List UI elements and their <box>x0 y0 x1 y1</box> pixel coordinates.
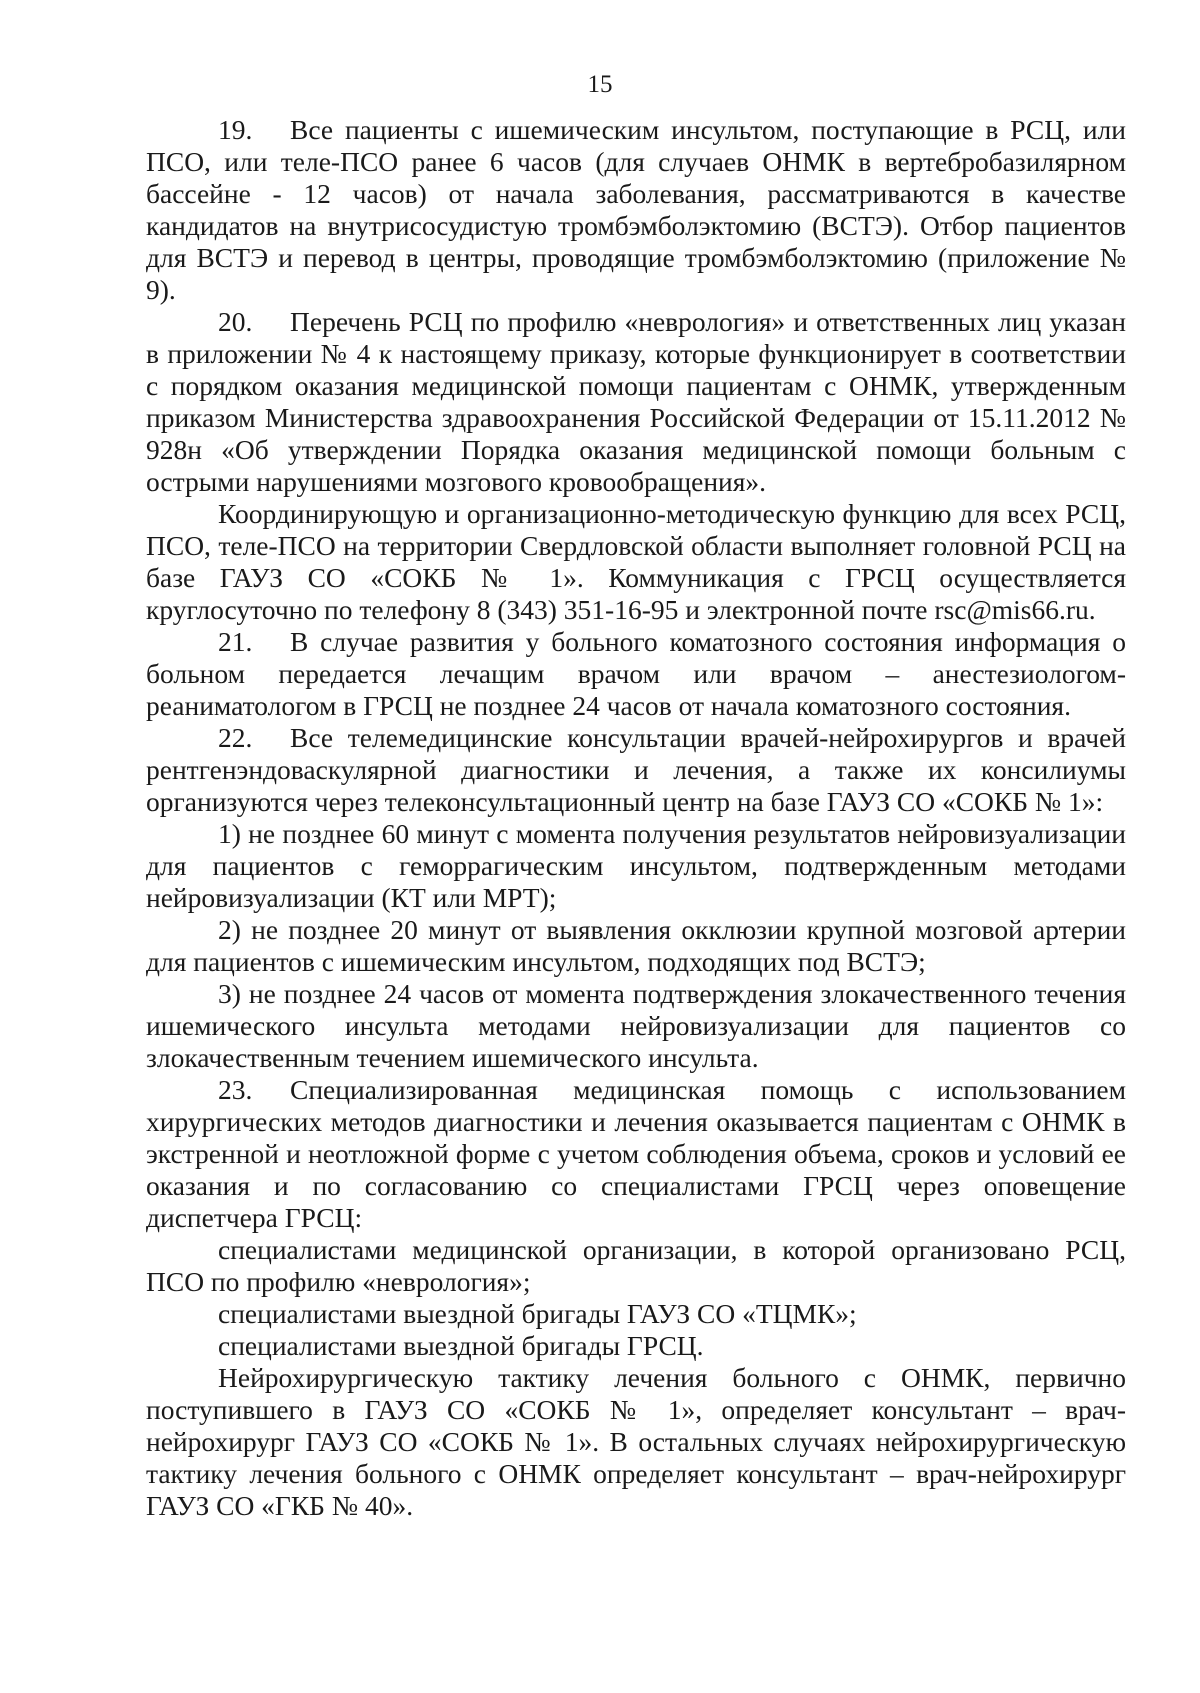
paragraph-text: 3) не позднее 24 часов от момента подтверждения злокачественного течения ишемического инсульта методами нейровизуализации для пациентов со злокачественным течением ишемического инсульта. <box>146 978 1126 1073</box>
paragraph-text: Все пациенты с ишемическим инсультом, поступающие в РСЦ, или ПСО, или теле-ПСО ранее 6 часов (для случаев ОНМК в вертебробазилярном бассейне - 12 часов) от начала заболевания, рассматриваются в качестве кандидатов на внутрисосудистую тромбэмболэктомию (ВСТЭ). Отбор пациентов для ВСТЭ и перевод в центры, проводящие тромбэмболэктомию (приложение № 9). <box>146 114 1126 305</box>
paragraph-text: Координирующую и организационно-методическую функцию для всех РСЦ, ПСО, теле-ПСО на территории Свердловской области выполняет головной РСЦ на базе ГАУЗ СО «СОКБ № 1». Коммуникация с ГРСЦ осуществляется круглосуточно по телефону 8 (343) 351-16-95 и электронной почте rsc@mis66.ru. <box>146 498 1126 625</box>
list-item-3 <box>146 978 1126 1074</box>
paragraph-text: специалистами выездной бригады ГАУЗ СО «ТЦМК»; <box>218 1298 857 1329</box>
paragraph-23 <box>146 1074 1126 1234</box>
paragraph-22 <box>146 722 1126 818</box>
paragraph-number: 23. <box>218 1074 253 1105</box>
page-number: 15 <box>587 71 613 98</box>
list-item-specialists-org <box>146 1234 1126 1298</box>
paragraph-text: специалистами выездной бригады ГРСЦ. <box>218 1330 704 1361</box>
paragraph-text: Все телемедицинские консультации врачей-нейрохирургов и врачей рентгенэндоваскулярной диагностики и лечения, а также их консилиумы организуются через телеконсультационный центр на базе ГАУЗ СО «СОКБ № 1»: <box>146 722 1126 817</box>
paragraph-21 <box>146 626 1126 722</box>
paragraph-20 <box>146 306 1126 498</box>
paragraph-text: специалистами медицинской организации, в которой организовано РСЦ, ПСО по профилю «неврология»; <box>146 1234 1126 1297</box>
paragraph-text: Нейрохирургическую тактику лечения больного с ОНМК, первично поступившего в ГАУЗ СО «СОКБ № 1», определяет консультант – врач-нейрохирург ГАУЗ СО «СОКБ № 1». В остальных случаях нейрохирургическую тактику лечения больного с ОНМК определяет консультант – врач-нейрохирург ГАУЗ СО «ГКБ № 40». <box>146 1362 1126 1521</box>
paragraph-text: 2) не позднее 20 минут от выявления окклюзии крупной мозговой артерии для пациентов с ишемическим инсультом, подходящих под ВСТЭ; <box>146 914 1126 977</box>
list-item-specialists-tcmk <box>146 1298 1126 1330</box>
document-body <box>146 114 1126 1522</box>
paragraph-19 <box>146 114 1126 306</box>
list-item-1 <box>146 818 1126 914</box>
list-item-specialists-grsc <box>146 1330 1126 1362</box>
paragraph-neurosurgical-tactics <box>146 1362 1126 1522</box>
paragraph-coordination <box>146 498 1126 626</box>
paragraph-number: 19. <box>218 114 253 145</box>
paragraph-number: 22. <box>218 722 253 753</box>
paragraph-number: 21. <box>218 626 253 657</box>
paragraph-text: 1) не позднее 60 минут с момента получения результатов нейровизуализации для пациентов с геморрагическим инсультом, подтвержденным методами нейровизуализации (КТ или МРТ); <box>146 818 1126 913</box>
list-item-2 <box>146 914 1126 978</box>
paragraph-text: Специализированная медицинская помощь с использованием хирургических методов диагностики и лечения оказывается пациентам с ОНМК в экстренной и неотложной форме с учетом соблюдения объема, сроков и условий ее оказания и по согласованию со специалистами ГРСЦ через оповещение диспетчера ГРСЦ: <box>146 1074 1126 1233</box>
paragraph-number: 20. <box>218 306 253 337</box>
paragraph-text: Перечень РСЦ по профилю «неврология» и ответственных лиц указан в приложении № 4 к настоящему приказу, которые функционирует в соответствии с порядком оказания медицинской помощи пациентам с ОНМК, утвержденным приказом Министерства здравоохранения Российской Федерации от 15.11.2012 № 928н «Об утверждении Порядка оказания медицинской помощи больным с острыми нарушениями мозгового кровообращения». <box>146 306 1126 497</box>
paragraph-text: В случае развития у больного коматозного состояния информация о больном передается лечащим врачом или врачом – анестезиологом-реаниматологом в ГРСЦ не позднее 24 часов от начала коматозного состояния. <box>146 626 1126 721</box>
